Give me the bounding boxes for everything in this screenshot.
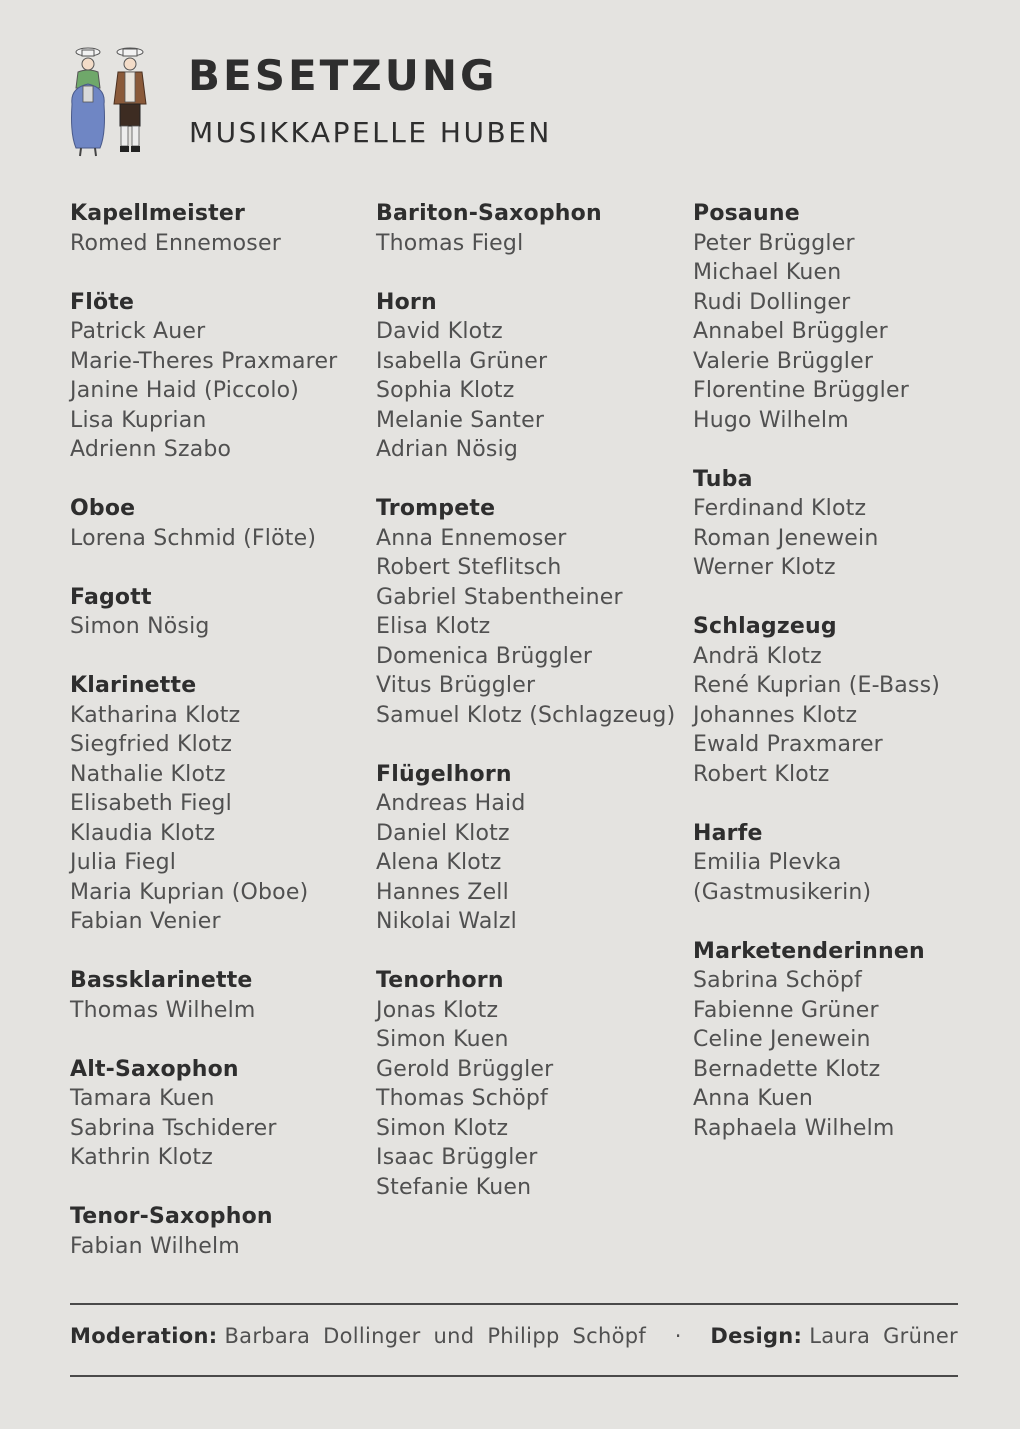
member-name: Gerold Brüggler (376, 1056, 554, 1082)
section-title: Flöte (70, 289, 135, 315)
member-name: Lorena Schmid (Flöte) (70, 525, 317, 551)
design-label: Design: (710, 1324, 803, 1348)
member-name: Michael Kuen (693, 260, 842, 285)
member-name: Werner Klotz (693, 555, 836, 580)
moderation-credit (70, 1324, 646, 1348)
column-1 (70, 199, 337, 1291)
member-name: Janine Haid (Piccolo) (70, 378, 300, 403)
member-name: Klaudia Klotz (70, 820, 216, 846)
section (693, 612, 940, 789)
member-name: Elisa Klotz (376, 614, 491, 639)
section-title: Fagott (70, 584, 152, 610)
section (70, 288, 337, 465)
member-name: Marie-Theres Praxmarer (70, 348, 338, 374)
section (693, 937, 940, 1144)
section (376, 288, 675, 465)
section-title: Bariton-Saxophon (376, 201, 602, 226)
divider-top (70, 1303, 958, 1305)
member-name: Gabriel Stabentheiner (376, 584, 623, 610)
member-name: Julia Fiegl (70, 850, 177, 875)
section-title: Tenorhorn (376, 968, 504, 993)
member-name: Sabrina Tschiderer (70, 1115, 277, 1141)
section-title: Trompete (376, 496, 496, 521)
section-title: Harfe (693, 820, 763, 846)
member-name: Robert Klotz (693, 761, 830, 787)
member-name: Thomas Schöpf (376, 1086, 548, 1111)
member-name: Ewald Praxmarer (693, 732, 883, 757)
member-name: Jonas Klotz (376, 997, 499, 1023)
member-name: Valerie Brüggler (693, 348, 874, 374)
section-title: Kapellmeister (70, 201, 246, 226)
member-name: Annabel Brüggler (693, 319, 888, 344)
member-name: Isaac Brüggler (376, 1145, 538, 1170)
member-name: Celine Jenewein (693, 1027, 871, 1052)
section-title: Flügelhorn (376, 761, 512, 787)
member-name: Raphaela Wilhelm (693, 1115, 895, 1141)
member-name: Sabrina Schöpf (693, 968, 862, 993)
section-title: Oboe (70, 496, 136, 521)
section (70, 966, 337, 1025)
section (376, 199, 675, 258)
member-name: Maria Kuprian (Oboe) (70, 879, 309, 905)
member-name: Fabienne Grüner (693, 997, 879, 1023)
member-name: Sophia Klotz (376, 378, 515, 403)
member-name: Emilia Plevka (693, 850, 842, 875)
member-name: Kathrin Klotz (70, 1145, 213, 1170)
member-name: Andrä Klotz (693, 643, 822, 669)
section-title: Horn (376, 289, 437, 315)
member-name: Patrick Auer (70, 319, 206, 344)
costume-couple-icon (66, 44, 158, 160)
member-name: David Klotz (376, 319, 503, 344)
member-name: (Gastmusikerin) (693, 879, 872, 905)
member-name: Daniel Klotz (376, 820, 510, 846)
design-value: Laura Grüner (809, 1324, 958, 1348)
member-name: Ferdinand Klotz (693, 496, 867, 521)
section (693, 819, 940, 908)
member-name: Katharina Klotz (70, 702, 241, 728)
member-name: Hugo Wilhelm (693, 407, 849, 433)
member-name: Thomas Fiegl (376, 230, 524, 256)
column-3 (693, 199, 940, 1173)
member-name: Florentine Brüggler (693, 378, 909, 403)
member-name: Adrienn Szabo (70, 437, 232, 462)
member-name: René Kuprian (E-Bass) (693, 673, 941, 698)
divider-bottom (70, 1375, 958, 1377)
member-name: Samuel Klotz (Schlagzeug) (376, 702, 676, 728)
member-name: Anna Kuen (693, 1086, 813, 1111)
member-name: Fabian Wilhelm (70, 1233, 240, 1259)
member-name: Vitus Brüggler (376, 673, 536, 698)
member-name: Lisa Kuprian (70, 407, 207, 433)
member-name: Anna Ennemoser (376, 525, 567, 551)
section-title: Bassklarinette (70, 968, 253, 993)
moderation-label: Moderation: (70, 1324, 218, 1348)
page-title: BESETZUNG (188, 51, 498, 100)
member-name: Stefanie Kuen (376, 1174, 532, 1200)
member-name: Nikolai Walzl (376, 909, 517, 934)
section (693, 199, 940, 435)
section-title: Posaune (693, 201, 800, 226)
footer-separator: · (674, 1324, 682, 1348)
section-title: Tenor-Saxophon (70, 1204, 273, 1229)
section-title: Alt-Saxophon (70, 1056, 239, 1082)
section (376, 966, 675, 1202)
member-name: Johannes Klotz (693, 702, 858, 728)
section-title: Tuba (693, 466, 753, 492)
member-name: Simon Klotz (376, 1115, 509, 1141)
section (70, 199, 337, 258)
member-name: Andreas Haid (376, 791, 526, 816)
column-2 (376, 199, 675, 1232)
member-name: Isabella Grüner (376, 348, 548, 374)
member-name: Tamara Kuen (70, 1086, 215, 1111)
member-name: Fabian Venier (70, 909, 221, 934)
section (70, 583, 337, 642)
section (70, 1055, 337, 1173)
member-name: Siegfried Klotz (70, 732, 233, 757)
section (70, 494, 337, 553)
credits-footer (70, 1324, 958, 1348)
section-title: Klarinette (70, 673, 197, 698)
member-name: Romed Ennemoser (70, 230, 281, 256)
member-name: Adrian Nösig (376, 437, 519, 462)
section (376, 760, 675, 937)
section (70, 1202, 337, 1261)
member-name: Simon Kuen (376, 1027, 509, 1052)
member-name: Thomas Wilhelm (70, 997, 256, 1023)
design-credit (710, 1324, 958, 1348)
moderation-value: Barbara Dollinger und Philipp Schöpf (224, 1324, 647, 1348)
member-name: Melanie Santer (376, 407, 545, 433)
section (70, 671, 337, 937)
section-title: Marketenderinnen (693, 938, 925, 964)
member-name: Alena Klotz (376, 850, 502, 875)
member-name: Simon Nösig (70, 614, 210, 639)
page-subtitle: MUSIKKAPELLE HUBEN (189, 116, 552, 149)
member-name: Hannes Zell (376, 879, 509, 905)
section (376, 494, 675, 730)
member-name: Robert Steflitsch (376, 555, 562, 580)
member-name: Roman Jenewein (693, 525, 879, 551)
section (693, 465, 940, 583)
member-name: Rudi Dollinger (693, 289, 851, 315)
member-name: Domenica Brüggler (376, 643, 593, 669)
member-name: Bernadette Klotz (693, 1056, 881, 1082)
member-name: Elisabeth Fiegl (70, 791, 232, 816)
member-name: Nathalie Klotz (70, 761, 226, 787)
section-title: Schlagzeug (693, 614, 837, 639)
member-name: Peter Brüggler (693, 230, 855, 256)
